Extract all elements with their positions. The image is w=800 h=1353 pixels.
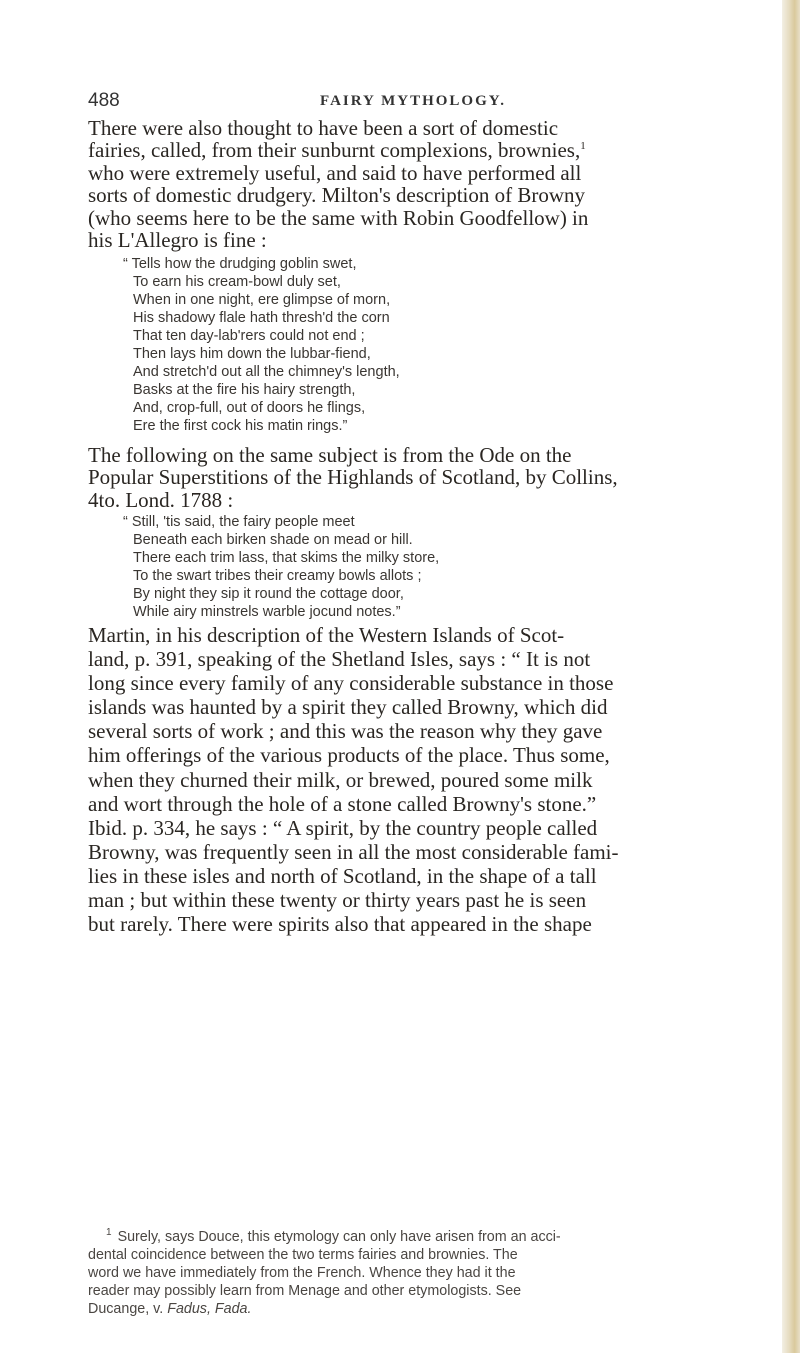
verse-line: Basks at the fire his hairy strength, <box>133 382 356 398</box>
footnote-line: dental coincidence between the two terms fairies and brownies. The <box>88 1246 518 1263</box>
verse-line: That ten day-lab'rers could not end ; <box>133 328 365 344</box>
verse-line: Ere the first cock his matin rings.” <box>133 418 348 434</box>
text-line-content: fairies, called, from their sunburnt complexions, brownies, <box>88 138 581 163</box>
page-number: 488 <box>88 90 120 111</box>
text-line: Browny, was frequently seen in all the most considerable fami- <box>88 839 619 864</box>
footnote-text: Surely, says Douce, this etymology can only have arisen from an acci- <box>117 1228 561 1245</box>
verse-quote-milton <box>123 255 723 435</box>
verse-line: To earn his cream-bowl duly set, <box>133 274 341 290</box>
text-line: Martin, in his description of the Western Islands of Scot- <box>88 623 565 647</box>
text-line: him offerings of the various products of the place. Thus some, <box>88 743 610 768</box>
verse-line: Then lays him down the lubbar-fiend, <box>133 346 371 362</box>
verse-line: To the swart tribes their creamy bowls allots ; <box>133 568 422 584</box>
footnote-line: reader may possibly learn from Menage and other etymologists. See <box>88 1282 522 1299</box>
text-line: Ibid. p. 334, he says : “ A spirit, by the country people called <box>88 815 598 840</box>
footnote-line: word we have immediately from the French. Whence they had it the <box>88 1264 516 1281</box>
text-line: man ; but within these twenty or thirty years past he is seen <box>88 888 587 913</box>
verse-line: While airy minstrels warble jocund notes.” <box>133 604 401 620</box>
verse-line: There each trim lass, that skims the milky store, <box>133 550 440 566</box>
text-line: several sorts of work ; and this was the reason why they gave <box>88 719 603 744</box>
verse-quote-collins <box>123 513 723 621</box>
text-line: 4to. Lond. 1788 : <box>88 487 234 512</box>
verse-line: When in one night, ere glimpse of morn, <box>133 292 391 308</box>
footnote-italic-terms: Fadus, Fada. <box>167 1300 252 1317</box>
text-line: sorts of domestic drudgery. Milton's description of Browny <box>88 183 586 208</box>
text-line: who were extremely useful, and said to have performed all <box>88 160 582 185</box>
text-line: lies in these isles and north of Scotland, in the shape of a tall <box>88 863 597 888</box>
verse-line: His shadowy flale hath thresh'd the corn <box>133 310 390 326</box>
text-line <box>88 139 756 161</box>
footnote-line <box>88 1224 756 1246</box>
text-line: his L'Allegro is fine : <box>88 228 267 253</box>
text-line: (who seems here to be the same with Robin Goodfellow) in <box>88 205 589 230</box>
footnote-reference: 1 <box>580 140 586 153</box>
verse-line: By night they sip it round the cottage door, <box>133 586 404 602</box>
paragraph-1 <box>88 117 756 251</box>
text-line: land, p. 391, speaking of the Shetland Isles, says : “ It is not <box>88 647 591 672</box>
paragraph-2 <box>88 444 756 511</box>
text-line: but rarely. There were spirits also that appeared in the shape <box>88 912 592 937</box>
text-line: islands was haunted by a spirit they called Browny, which did <box>88 695 608 720</box>
text-line: long since every family of any considerable substance in those <box>88 671 614 696</box>
page-edge-gutter <box>782 0 800 1353</box>
text-line: when they churned their milk, or brewed, poured some milk <box>88 767 593 792</box>
verse-line: And, crop-full, out of doors he flings, <box>133 400 366 416</box>
verse-line: “ Still, 'tis said, the fairy people meet <box>123 514 355 530</box>
text-line: Popular Superstitions of the Highlands of Scotland, by Collins, <box>88 465 618 490</box>
paragraph-3 <box>88 623 756 936</box>
footnote-text: Ducange, v. <box>88 1300 168 1317</box>
verse-line: And stretch'd out all the chimney's length, <box>133 364 400 380</box>
footnote-line <box>88 1300 756 1318</box>
text-line: There were also thought to have been a sort of domestic <box>88 116 559 140</box>
verse-line: Beneath each birken shade on mead or hill. <box>133 532 413 548</box>
footnote <box>88 1224 756 1318</box>
text-line: and wort through the hole of a stone called Browny's stone.” <box>88 791 597 816</box>
footnote-marker: 1 <box>106 1227 112 1238</box>
page-header <box>88 90 738 114</box>
running-title: FAIRY MYTHOLOGY. <box>320 93 506 109</box>
text-line: The following on the same subject is from the Ode on the <box>88 443 572 467</box>
verse-line: “ Tells how the drudging goblin swet, <box>123 256 357 272</box>
